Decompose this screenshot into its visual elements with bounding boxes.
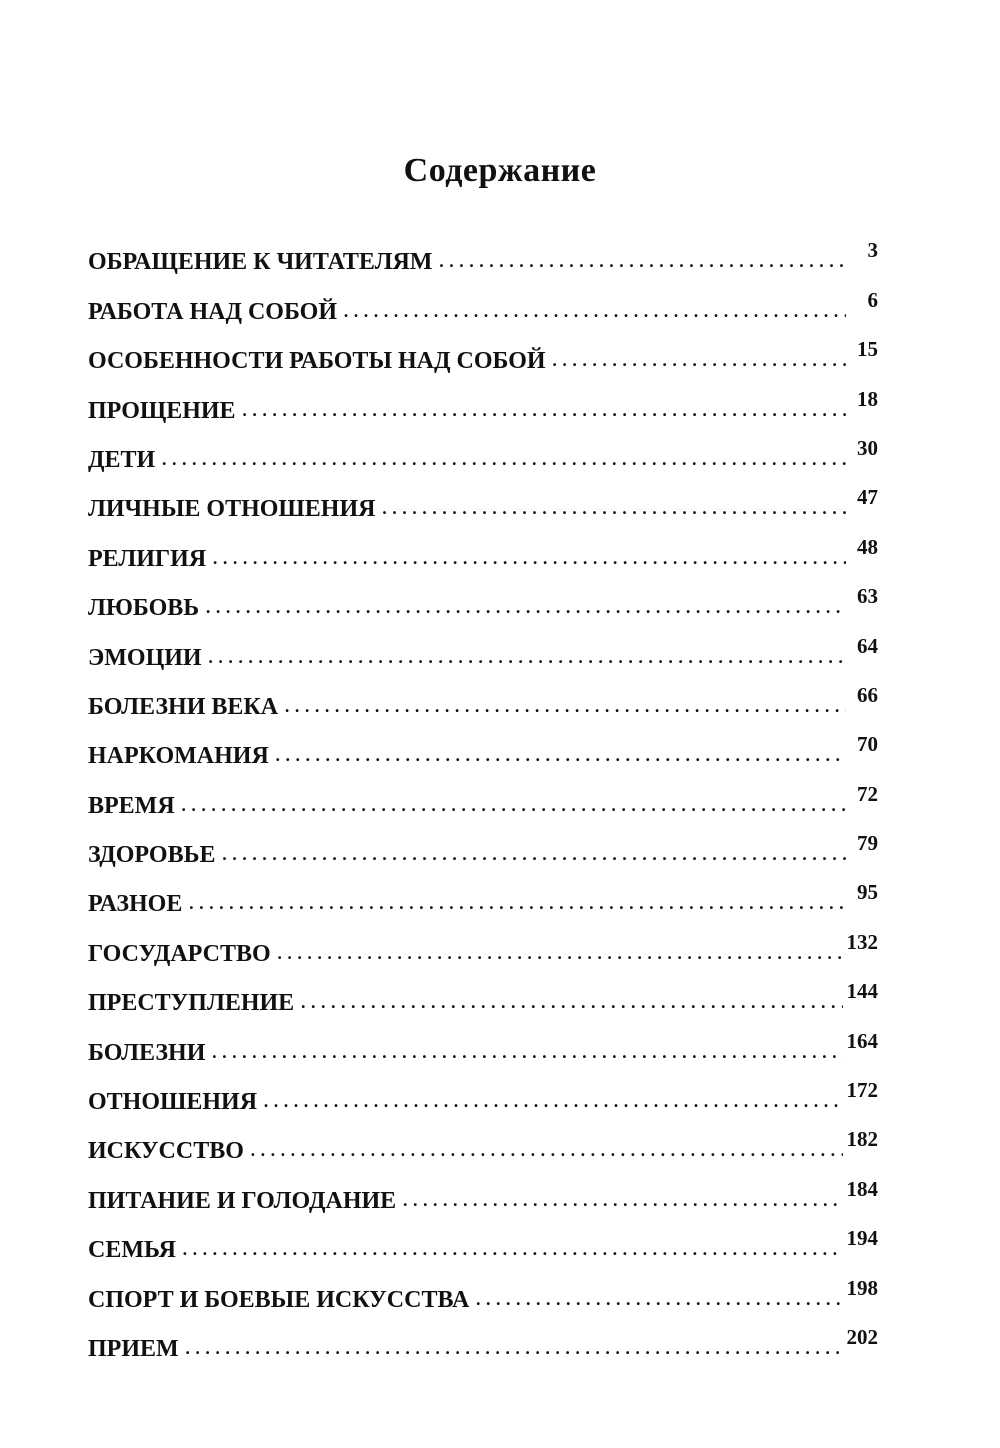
toc-entry-title: ПРИЕМ — [88, 1335, 179, 1362]
dot-leader — [208, 641, 846, 671]
toc-entry-title: ЗДОРОВЬЕ — [88, 842, 216, 869]
toc-entry-page-number: 79 — [857, 831, 878, 856]
toc-entry — [88, 1117, 878, 1166]
dot-leader — [402, 1184, 842, 1214]
dot-leader — [438, 245, 846, 275]
toc-entry-title: ВРЕМЯ — [88, 792, 175, 819]
toc-entry — [88, 574, 878, 623]
toc-entry — [88, 1216, 878, 1265]
dot-leader — [212, 542, 846, 572]
dot-leader — [277, 937, 843, 967]
toc-entry-title: ГОСУДАРСТВО — [88, 940, 271, 967]
toc-entry — [88, 821, 878, 870]
toc-entry — [88, 376, 878, 425]
dot-leader — [381, 492, 846, 522]
toc-entry-page-number: 66 — [857, 682, 878, 707]
dot-leader — [182, 1233, 843, 1263]
toc-entry-title: ОТНОШЕНИЯ — [88, 1089, 258, 1116]
toc-entry-page-number: 6 — [867, 287, 878, 312]
toc-entry — [88, 969, 878, 1018]
toc-entry — [88, 1265, 878, 1314]
toc-entry — [88, 327, 878, 376]
toc-entry — [88, 228, 878, 277]
toc-entry-page-number: 202 — [846, 1324, 878, 1349]
toc-entry-title: ОСОБЕННОСТИ РАБОТЫ НАД СОБОЙ — [88, 348, 546, 375]
toc-entry-title: ПРОЩЕНИЕ — [88, 397, 236, 424]
toc-entry-title: ЛИЧНЫЕ ОТНОШЕНИЯ — [88, 496, 376, 523]
toc-entry-page-number: 194 — [846, 1226, 878, 1251]
toc-entry — [88, 475, 878, 524]
toc-entry-page-number: 70 — [857, 732, 878, 757]
toc-entry-page-number: 63 — [857, 584, 878, 609]
toc-entry-title: РАЗНОЕ — [88, 891, 183, 918]
toc-entry — [88, 919, 878, 968]
toc-entry-page-number: 95 — [857, 880, 878, 905]
dot-leader — [185, 1332, 843, 1362]
toc-entry-page-number: 182 — [846, 1127, 878, 1152]
toc-entry — [88, 1315, 878, 1364]
toc-entry-page-number: 47 — [857, 485, 878, 510]
dot-leader — [275, 739, 846, 769]
toc-entry-page-number: 132 — [846, 929, 878, 954]
dot-leader — [181, 789, 846, 819]
toc-entry — [88, 673, 878, 722]
toc-entry-page-number: 172 — [846, 1078, 878, 1103]
toc-entry-title: ПИТАНИЕ И ГОЛОДАНИЕ — [88, 1187, 397, 1214]
toc-entry-page-number: 164 — [846, 1028, 878, 1053]
toc-entry — [88, 1068, 878, 1117]
toc-entry — [88, 771, 878, 820]
dot-leader — [250, 1134, 843, 1164]
toc-entry — [88, 870, 878, 919]
toc-entry-page-number: 30 — [857, 435, 878, 460]
toc-entry-title: НАРКОМАНИЯ — [88, 743, 269, 770]
toc-entry-title: РЕЛИГИЯ — [88, 545, 207, 572]
toc-entry — [88, 722, 878, 771]
dot-leader — [242, 394, 846, 424]
dot-leader — [552, 344, 846, 374]
dot-leader — [475, 1283, 842, 1313]
toc-entry-page-number: 48 — [857, 534, 878, 559]
toc-entry-title: ПРЕСТУПЛЕНИЕ — [88, 990, 295, 1017]
toc-entry-page-number: 3 — [867, 238, 878, 263]
dot-leader — [263, 1085, 842, 1115]
toc-entry — [88, 426, 878, 475]
toc-entry-title: ЭМОЦИИ — [88, 644, 202, 671]
toc-entry-title: БОЛЕЗНИ ВЕКА — [88, 693, 279, 720]
toc-entry-title: ЛЮБОВЬ — [88, 595, 200, 622]
toc-entry-page-number: 64 — [857, 633, 878, 658]
dot-leader — [205, 591, 846, 621]
toc-entry-title: ДЕТИ — [88, 446, 156, 473]
toc-entry-title: РАБОТА НАД СОБОЙ — [88, 298, 337, 325]
toc-entry-title: ИСКУССТВО — [88, 1138, 244, 1165]
toc-entry-page-number: 184 — [846, 1176, 878, 1201]
toc-entry-page-number: 18 — [857, 386, 878, 411]
table-of-contents — [88, 228, 878, 1364]
dot-leader — [161, 443, 846, 473]
toc-entry — [88, 1018, 878, 1067]
toc-entry — [88, 623, 878, 672]
dot-leader — [343, 295, 846, 325]
dot-leader — [284, 690, 846, 720]
toc-entry-page-number: 15 — [857, 337, 878, 362]
toc-entry-title: СЕМЬЯ — [88, 1237, 176, 1264]
toc-entry-title: ОБРАЩЕНИЕ К ЧИТАТЕЛЯМ — [88, 249, 433, 276]
dot-leader — [211, 1036, 842, 1066]
toc-entry-page-number: 72 — [857, 781, 878, 806]
dot-leader — [188, 887, 846, 917]
toc-entry-title: БОЛЕЗНИ — [88, 1039, 206, 1066]
toc-entry-title: СПОРТ И БОЕВЫЕ ИСКУССТВА — [88, 1286, 470, 1313]
dot-leader — [221, 838, 846, 868]
toc-entry — [88, 524, 878, 573]
toc-entry — [88, 277, 878, 326]
toc-entry — [88, 1166, 878, 1215]
dot-leader — [300, 986, 842, 1016]
toc-entry-page-number: 198 — [846, 1275, 878, 1300]
page-title: Содержание — [403, 152, 597, 189]
toc-entry-page-number: 144 — [846, 979, 878, 1004]
